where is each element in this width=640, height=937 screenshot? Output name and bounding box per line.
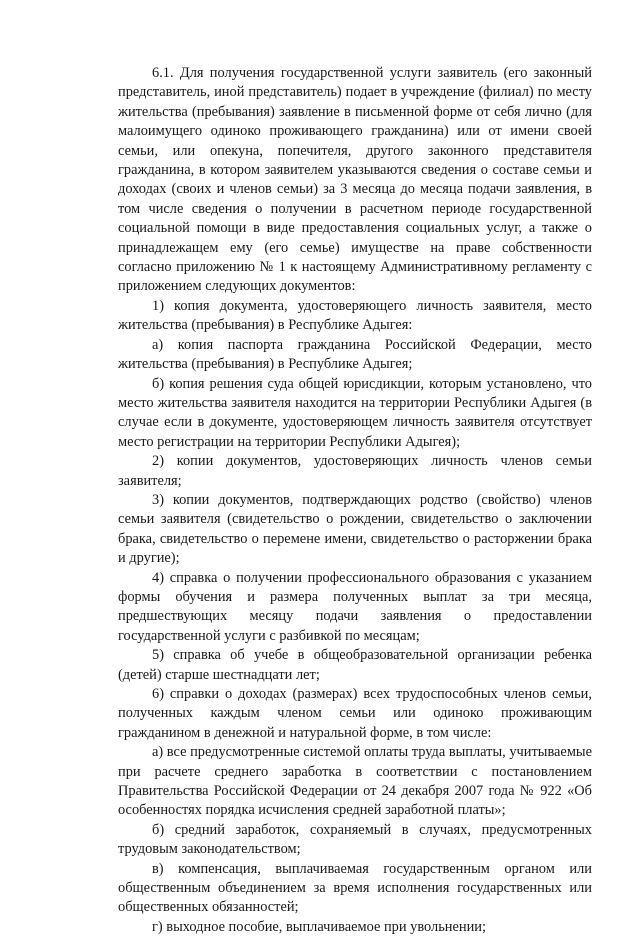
paragraph-6-1: 6.1. Для получения государственной услуги заявитель (его законный представитель, иной представитель) подает в учреждение (филиал) по месту жительства (пребывания) заявление в письменной форме от себя лично (для малоимущего одиноко проживающего гражданина) или от имени своей семьи, или опекуна, попечителя, другого законного представителя гражданина, в котором заявителем указываются сведения о составе семьи и доходах (своих и членов семьи) за 3 месяца до месяца подачи заявления, в том числе сведения о получении в расчетном периоде государственной социальной помощи в виде предоставления социальных услуг, а также о принадлежащем ему (его семье) имуществе на праве собственности согласно приложению № 1 к настоящему Административному регламенту с приложением следующих документов: [118, 65, 592, 295]
list-item-1b: б) копия решения суда общей юрисдикции, которым установлено, что место жительства заявителя находится на территории Республики Адыгея (в случае если в документе, удостоверяющем личность заявителя отсутствует место регистрации на территории Республики Адыгея); [118, 375, 592, 450]
list-item-6v: в) компенсация, выплачиваемая государственным органом или общественным объединением за время исполнения государственных или общественных обязанностей; [118, 860, 592, 916]
list-item-1: 1) копия документа, удостоверяющего личность заявителя, место жительства (пребывания) в Республике Адыгея: [118, 297, 592, 334]
list-item-1a: а) копия паспорта гражданина Российской Федерации, место жительства (пребывания) в Республике Адыгея; [118, 336, 592, 373]
list-item-2: 2) копии документов, удостоверяющих личность членов семьи заявителя; [118, 453, 592, 489]
list-item-3: 3) копии документов, подтверждающих родство (свойство) членов семьи заявителя (свидетельство о рождении, свидетельство о заключении брака, свидетельство о перемене имени, свидетельство о расторжении брака и другие); [118, 491, 592, 567]
list-item-6: 6) справки о доходах (размерах) всех трудоспособных членов семьи, полученных каждым членом семьи или одиноко проживающим гражданином в денежной и натуральной форме, в том числе: [118, 686, 592, 741]
list-item-6b: б) средний заработок, сохраняемый в случаях, предусмотренных трудовым законодательством; [118, 821, 592, 858]
list-item-4: 4) справка о получении профессионального образования с указанием формы обучения и размера полученных выплат за три месяца, предшествующих месяцу подачи заявления о предоставлении государственной услуги с разбивкой по месяцам; [118, 569, 592, 644]
list-item-6a: а) все предусмотренные системой оплаты труда выплаты, учитываемые при расчете среднего заработка в соответствии с постановлением Правительства Российской Федерации от 24 декабря 2007 года № 922 «Об особенностях порядка исчисления средней заработной платы»; [118, 744, 592, 819]
list-item-6g: г) выходное пособие, выплачиваемое при увольнении; [152, 918, 486, 935]
list-item-5: 5) справка об учебе в общеобразовательной организации ребенка (детей) старше шестнадцати лет; [118, 647, 592, 683]
